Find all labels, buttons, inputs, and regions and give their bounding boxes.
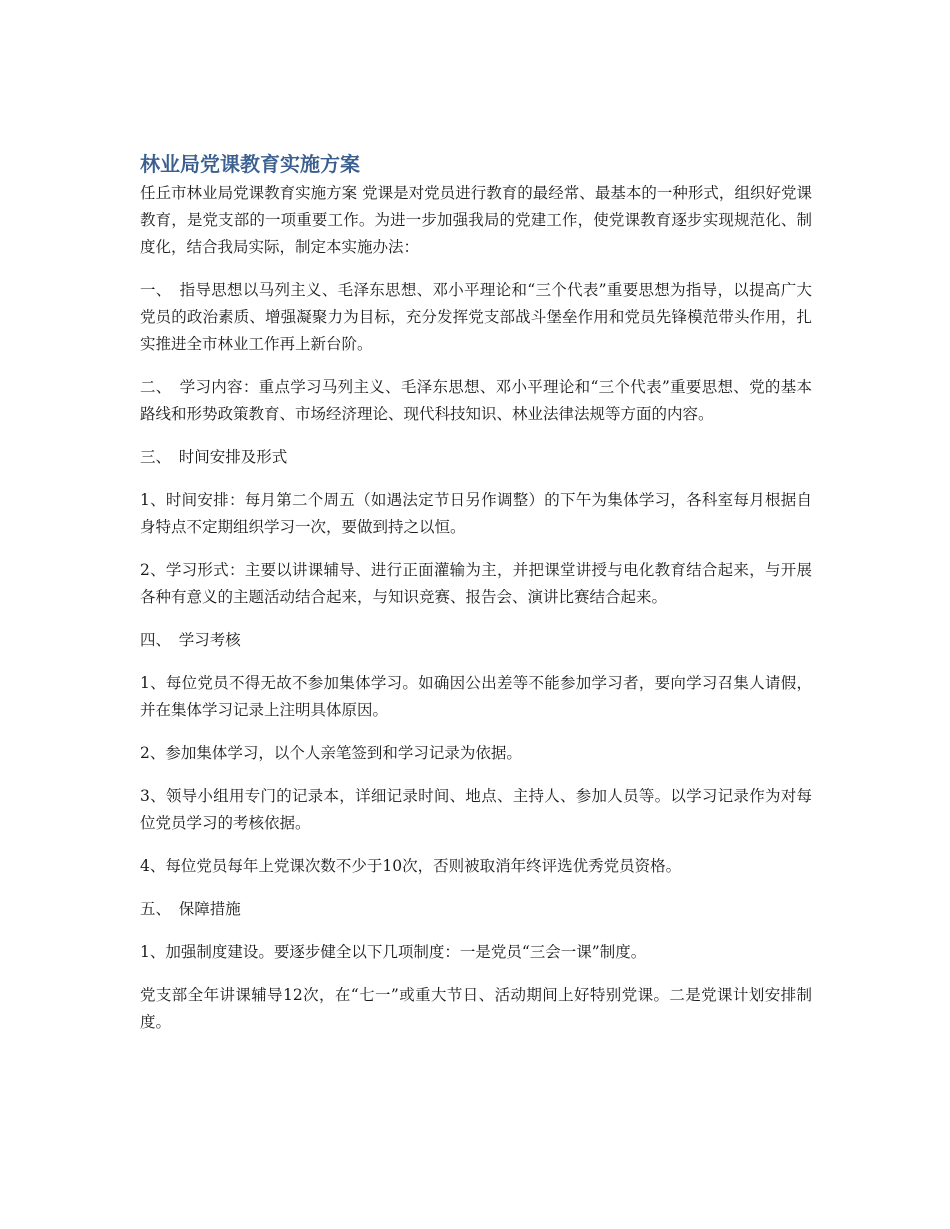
safeguard-item-system: 1、加强制度建设。要逐步健全以下几项制度：一是党员“三会一课”制度。 <box>140 943 647 961</box>
document-page <box>140 150 812 1052</box>
section-heading-safeguards: 五、 保障措施 <box>140 900 241 918</box>
intro-paragraph: 任丘市林业局党课教育实施方案 党课是对党员进行教育的最经常、最基本的一种形式，组织好党课教育，是党支部的一项重要工作。为进一步加强我局的党建工作，使党课教育逐步实现规范化、制度化，结合我局实际，制定本实施办法： <box>140 184 812 256</box>
assessment-item-records: 3、领导小组用专门的记录本，详细记录时间、地点、主持人、参加人员等。以学习记录作为对每位党员学习的考核依据。 <box>140 787 812 832</box>
section-guiding-ideology: 一、 指导思想以马列主义、毛泽东思想、邓小平理论和“三个代表”重要思想为指导，以提高广大党员的政治素质、增强凝聚力为目标，充分发挥党支部战斗堡垒作用和党员先锋模范带头作用，扎实推进全市林业工作再上新台阶。 <box>140 281 812 353</box>
assessment-item-frequency: 4、每位党员每年上党课次数不少于10次，否则被取消年终评选优秀党员资格。 <box>140 857 682 875</box>
section-study-content: 二、 学习内容：重点学习马列主义、毛泽东思想、邓小平理论和“三个代表”重要思想、党的基本路线和形势政策教育、市场经济理论、现代科技知识、林业法律法规等方面的内容。 <box>140 378 812 423</box>
section-heading-assessment: 四、 学习考核 <box>140 631 241 649</box>
assessment-item-signin: 2、参加集体学习，以个人亲笔签到和学习记录为依据。 <box>140 744 522 762</box>
assessment-item-attendance: 1、每位党员不得无故不参加集体学习。如确因公出差等不能参加学习者，要向学习召集人请假，并在集体学习记录上注明具体原因。 <box>140 674 812 719</box>
schedule-item-time: 1、时间安排：每月第二个周五（如遇法定节日另作调整）的下午为集体学习，各科室每月根据自身特点不定期组织学习一次，要做到持之以恒。 <box>140 491 812 536</box>
section-heading-schedule: 三、 时间安排及形式 <box>140 448 288 466</box>
schedule-item-form: 2、学习形式：主要以讲课辅导、进行正面灌输为主，并把课堂讲授与电化教育结合起来，与开展各种有意义的主题活动结合起来，与知识竞赛、报告会、演讲比赛结合起来。 <box>140 561 812 606</box>
document-title: 林业局党课教育实施方案 <box>140 152 360 176</box>
safeguard-item-lectures: 党支部全年讲课辅导12次，在“七一”或重大节日、活动期间上好特别党课。二是党课计划安排制度。 <box>140 986 812 1031</box>
